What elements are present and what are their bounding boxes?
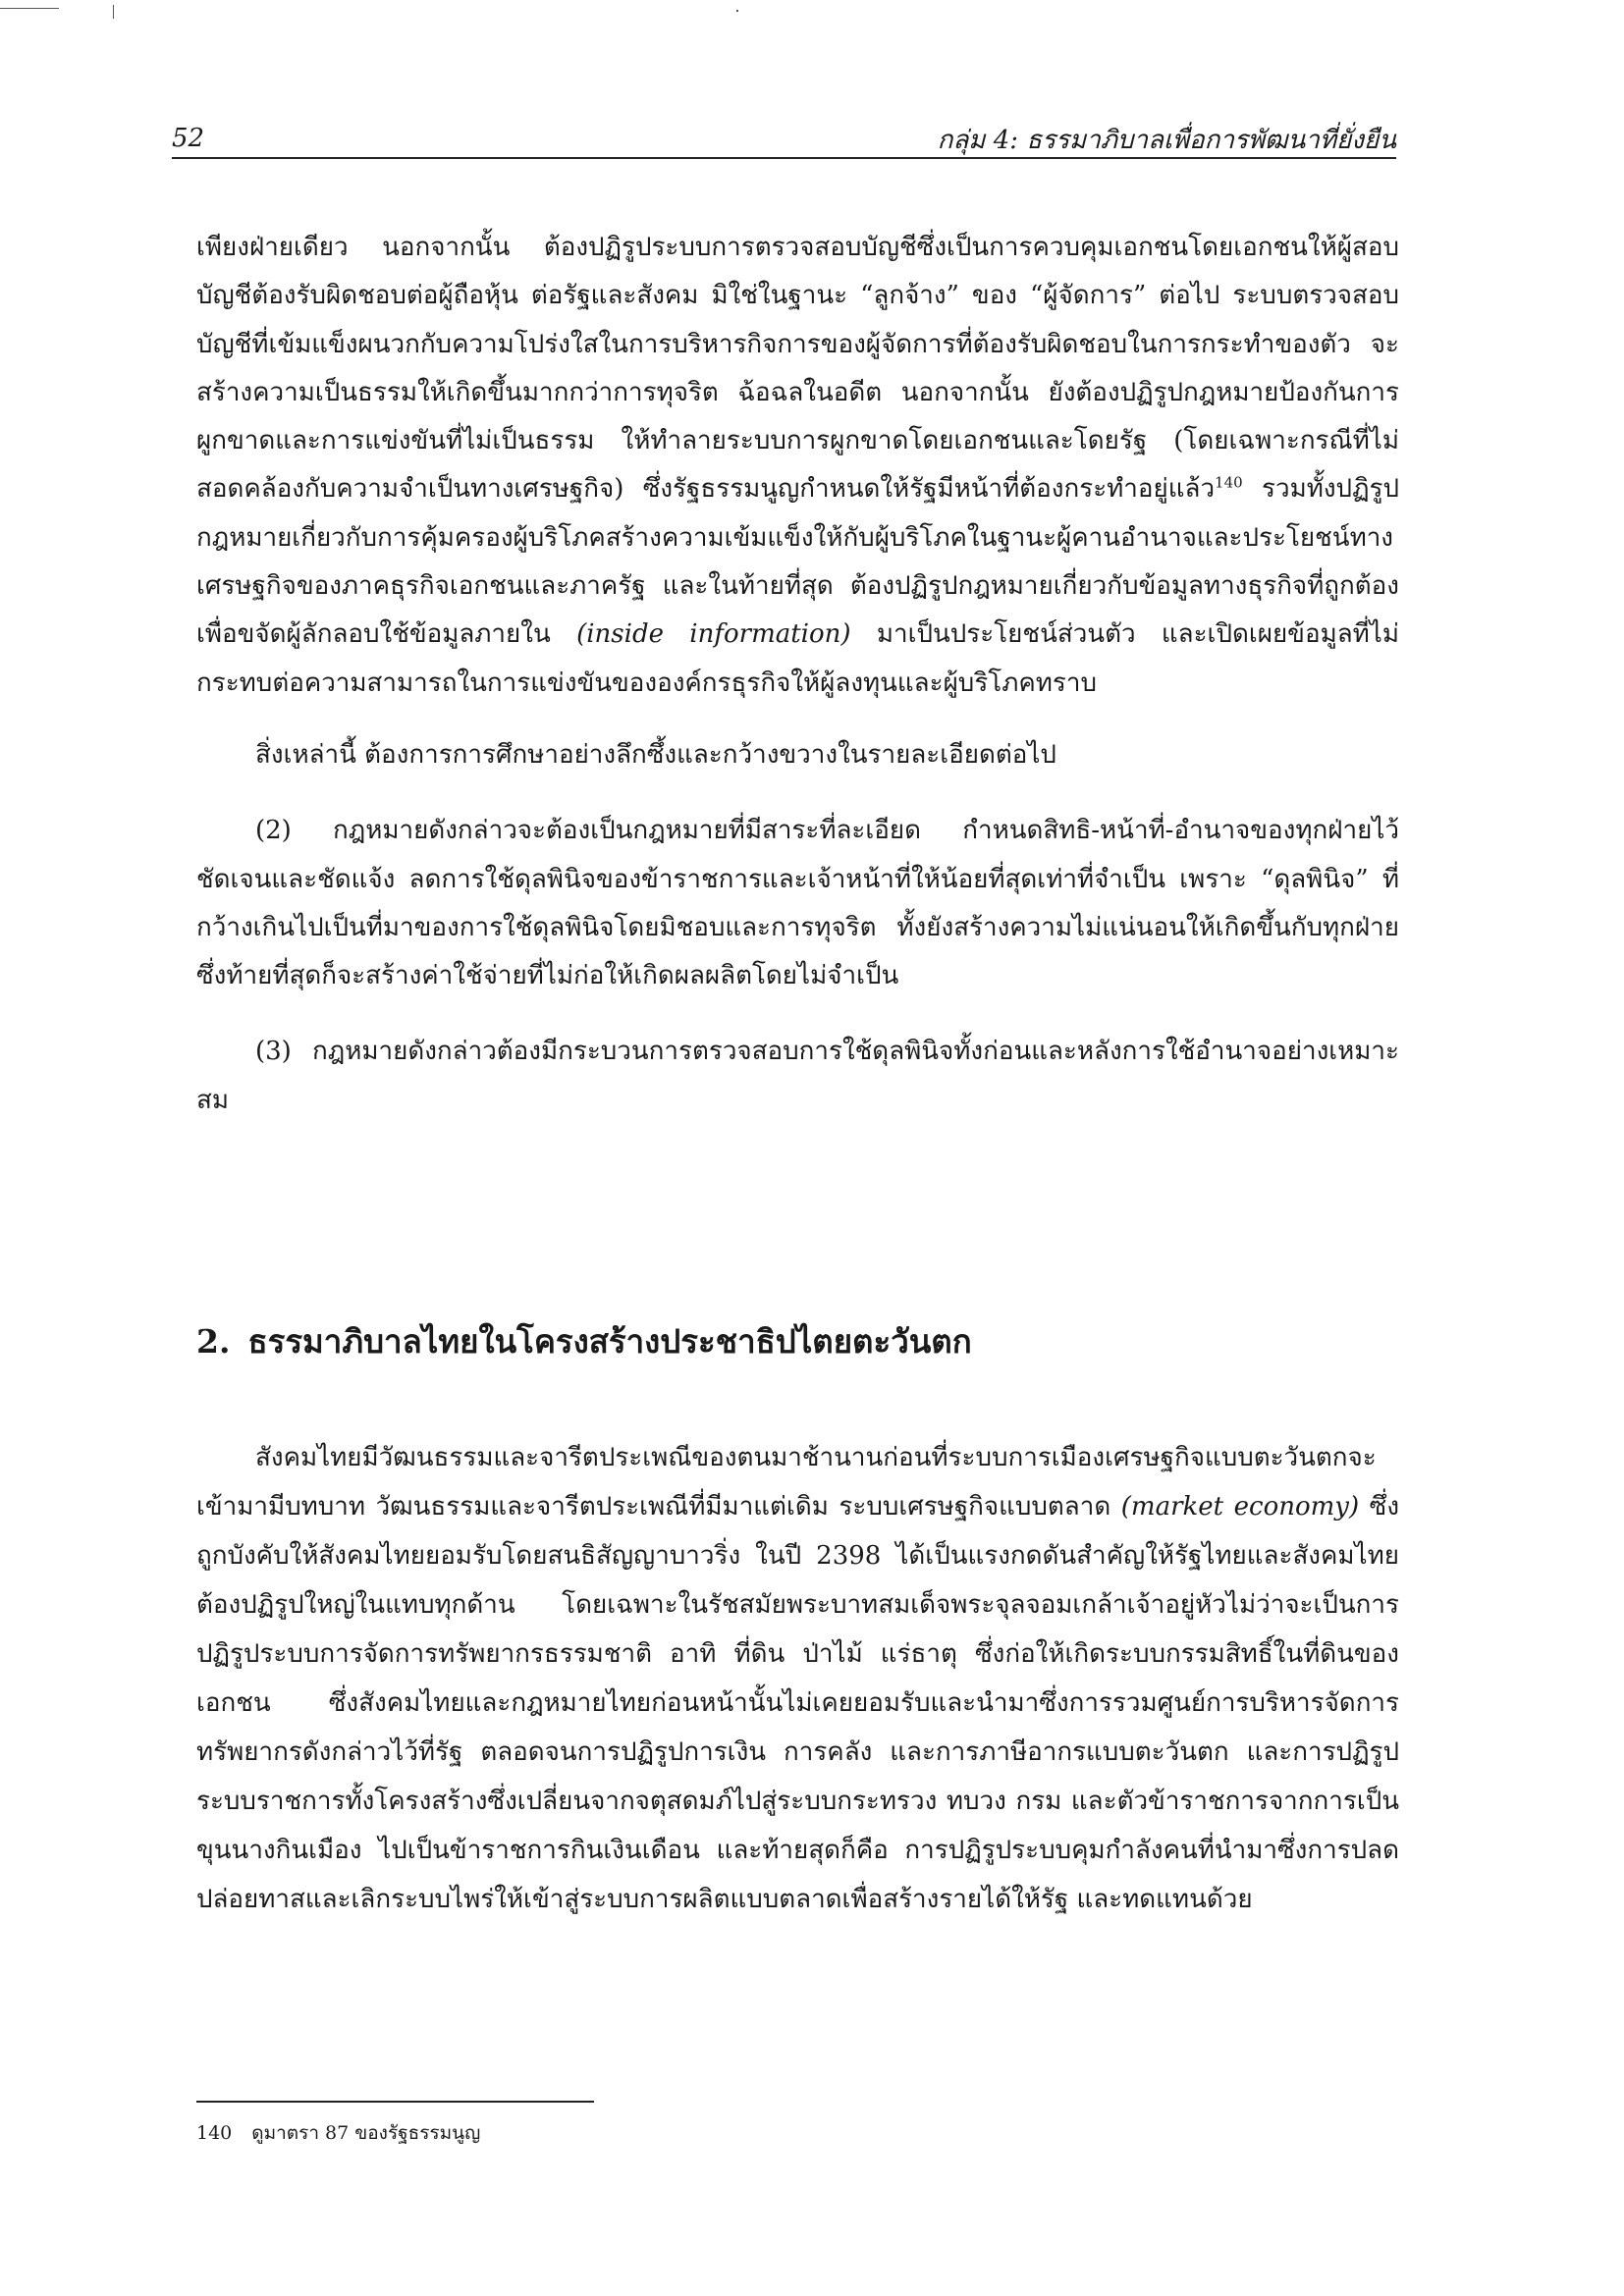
footnote-text: ดูมาตรา 87 ของรัฐธรรมนูญ [251,2122,481,2144]
running-title: กลุ่ม 4: ธรรมาภิบาลเพื่อการพัฒนาที่ยั่งยืน [937,126,1396,155]
paragraph-text: ซึ่งถูกบังคับให้สังคมไทยยอมรับโดยสนธิสัญญาบาวริ่ง ในปี 2398 ได้เป็นแรงกดดันสำคัญให้รัฐไทยและสังคมไทยต้องปฏิรูปใหญ่ในแทบทุกด้าน โดยเฉพาะในรัชสมัยพระบาทสมเด็จพระจุลจอมเกล้าเจ้าอยู่หัวไม่ว่าจะเป็นการปฏิรูประบบการจัดการทรัพยากรธรรมชาติ อาทิ ที่ดิน ป่าไม้ แร่ธาตุ ซึ่งก่อให้เกิดระบบกรรมสิทธิ์ในที่ดินของเอกชน ซึ่งสังคมไทยและกฎหมายไทยก่อนหน้านั้นไม่เคยยอมรับและนำมาซึ่งการรวมศูนย์การบริหารจัดการทรัพยากรดังกล่าวไว้ที่รัฐ ตลอดจนการปฏิรูปการเงิน การคลัง และการภาษีอากรแบบตะวันตก และการปฏิรูประบบราชการทั้งโครงสร้างซึ่งเปลี่ยนจากจตุสดมภ์ไปสู่ระบบกระทรวง ทบวง กรม และตัวข้าราชการจากการเป็นขุนนางกินเมือง ไปเป็นข้าราชการกินเงินเดือน และท้ายสุดก็คือ การปฏิรูประบบคุมกำลังคนที่นำมาซึ่งการปลดปล่อยทาสและเลิกระบบไพร่ให้เข้าสู่ระบบการผลิตแบบตลาดเพื่อสร้างรายได้ให้รัฐ และทดแทนด้วย [196,1492,1400,1914]
list-item: (3) กฎหมายดังกล่าวต้องมีกระบวนการตรวจสอบการใช้ดุลพินิจทั้งก่อนและหลังการใช้อำนาจอย่างเหมาะสม [196,1037,1399,1115]
english-term: (market economy) [1120,1492,1360,1522]
paragraph-text: สังคมไทยมีวัฒนธรรมและจารีตประเพณีของตนมาช้านานก่อนที่ระบบการเมืองเศรษฐกิจแบบตะวันตกจะเข้ามามีบทบาท วัฒนธรรมและจารีตประเพณีที่มีมาแต่เดิม ระบบเศรษฐกิจแบบตลาด [196,1443,1377,1522]
scan-mark [0,8,59,9]
paragraph [196,1433,1399,1924]
footnote-number: 140 [196,2122,233,2144]
paragraph-text: มาเป็นประโยชน์ส่วนตัว และเปิดเผยข้อมูลที่ไม่กระทบต่อความสามารถในการแข่งขันขององค์กรธุรกิจให้ผู้ลงทุนและผู้บริโภคทราบ [196,619,1399,698]
scan-mark [113,5,114,19]
paragraph: สิ่งเหล่านี้ ต้องการการศึกษาอย่างลึกซึ้งและกว้างขวางในรายละเอียดต่อไป [255,739,1056,770]
page-number: 52 [172,124,205,153]
footnote-reference[interactable]: 140 [1215,473,1243,492]
english-term: (inside information) [576,619,851,650]
list-item: (2) กฎหมายดังกล่าวจะต้องเป็นกฎหมายที่มีสาระที่ละเอียด กำหนดสิทธิ-หน้าที่-อำนาจของทุกฝ่ายไว้ชัดเจนและชัดแจ้ง ลดการใช้ดุลพินิจของข้าราชการและเจ้าหน้าที่ให้น้อยที่สุดเท่าที่จำเป็น เพราะ “ดุลพินิจ” ที่กว้างเกินไปเป็นที่มาของการใช้ดุลพินิจโดยมิชอบและการทุจริต ทั้งยังสร้างความไม่แน่นอนให้เกิดขึ้นกับทุกฝ่าย ซึ่งท้ายที่สุดก็จะสร้างค่าใช้จ่ายที่ไม่ก่อให้เกิดผลผลิตโดยไม่จำเป็น [196,816,1399,991]
body-text [196,224,1399,1125]
paragraph [196,224,1399,708]
paragraph-text: รวมทั้งปฏิรูปกฎหมายเกี่ยวกับการคุ้มครองผู้บริโภคสร้างความเข้มแข็งให้กับผู้บริโภคในฐานะผู้คานอำนาจและประโยชน์ทางเศรษฐกิจของภาคธุรกิจเอกชนและภาครัฐ และในท้ายที่สุด ต้องปฏิรูปกฎหมายเกี่ยวกับข้อมูลทางธุรกิจที่ถูกต้องเพื่อขจัดผู้ลักลอบใช้ข้อมูลภายใน [196,474,1399,650]
section-heading [196,1315,972,1367]
section-title: ธรรมาภิบาลไทยในโครงสร้างประชาธิปไตยตะวันตก [247,1322,972,1361]
section-body [196,1433,1399,1924]
footnote-divider [196,2101,594,2103]
scan-mark [736,10,738,12]
section-number: 2. [196,1322,231,1361]
footnote [196,2118,480,2148]
page-header [172,108,1396,159]
paragraph-text: เพียงฝ่ายเดียว นอกจากนั้น ต้องปฏิรูประบบการตรวจสอบบัญชีซึ่งเป็นการควบคุมเอกชนโดยเอกชนให้ผู้สอบบัญชีต้องรับผิดชอบต่อผู้ถือหุ้น ต่อรัฐและสังคม มิใช่ในฐานะ “ลูกจ้าง” ของ “ผู้จัดการ” ต่อไป ระบบตรวจสอบบัญชีที่เข้มแข็งผนวกกับความโปร่งใสในการบริหารกิจการของผู้จัดการที่ต้องรับผิดชอบในการกระทำของตัว จะสร้างความเป็นธรรมให้เกิดขึ้นมากกว่าการทุจริต ฉ้อฉลในอดีต นอกจากนั้น ยังต้องปฏิรูปกฎหมายป้องกันการผูกขาดและการแข่งขันที่ไม่เป็นธรรม ให้ทำลายระบบการผูกขาดโดยเอกชนและโดยรัฐ (โดยเฉพาะกรณีที่ไม่สอดคล้องกับความจำเป็นทางเศรษฐกิจ) ซึ่งรัฐธรรมนูญกำหนดให้รัฐมีหน้าที่ต้องกระทำอยู่แล้ว [196,233,1399,505]
